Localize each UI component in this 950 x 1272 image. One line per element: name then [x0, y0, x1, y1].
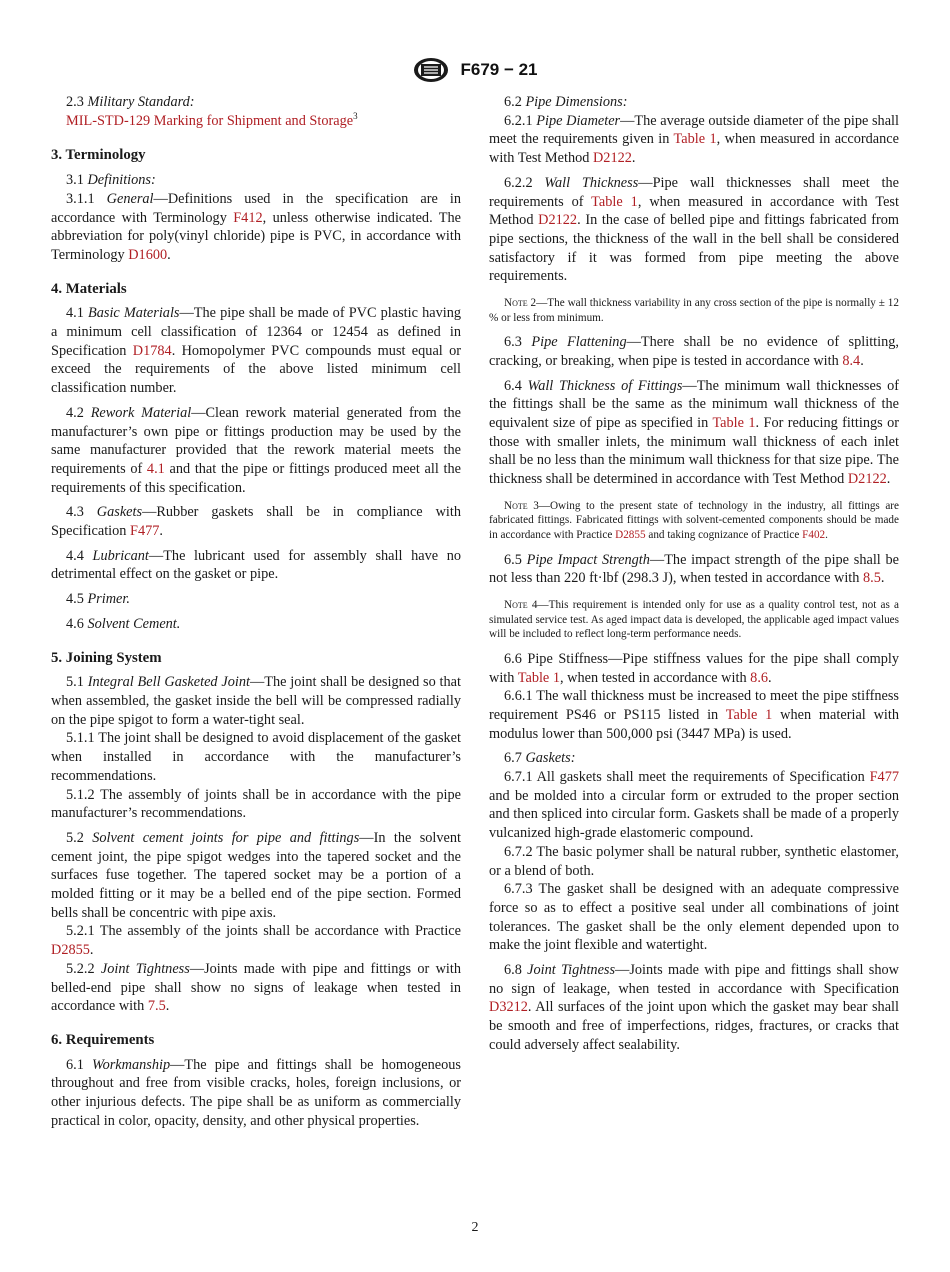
section-4-3: 4.3 Gaskets—Rubber gaskets shall be in compliance with Specification F477.	[51, 504, 461, 540]
ref-8-5[interactable]: 8.5	[863, 570, 881, 587]
section-5-2-1: 5.2.1 The assembly of the joints shall be accordance with Practice D2855.	[51, 923, 461, 959]
section-4-6: 4.6 Solvent Cement.	[66, 615, 181, 632]
section-5-1: 5.1 Integral Bell Gasketed Joint—The joint shall be designed so that when assembled, the gasket inside the bell will be compressed radially on the pipe spigot to form a water-tight seal.	[51, 674, 461, 728]
section-6-2: 6.2 Pipe Dimensions:	[504, 94, 628, 110]
section-5-1-1: 5.1.1 The joint shall be designed to avoid displacement of the gasket when installed in accordance with the manufacturer’s recommendations.	[51, 730, 461, 784]
mil-std-reference: MIL-STD-129 Marking for Shipment and Storage$^3$	[66, 110, 358, 129]
ref-d2122[interactable]: D2122	[592, 150, 632, 167]
section-6-heading: 6. Requirements	[51, 1031, 155, 1048]
ref-table-1[interactable]: Table 1	[591, 193, 638, 210]
ref-d3212[interactable]: D3212	[489, 999, 528, 1016]
section-6-2-1: 6.2.1 Pipe Diameter—The average outside diameter of the pipe shall meet the requirements given in Table 1, when measured in accordance with Test Method D2122.	[489, 112, 899, 167]
section-3-1: 3.1 Definitions:	[66, 172, 156, 189]
note-3: Note 3—Owing to the present state of technology in the industry, all fittings are fabricated fittings. Fabricated fittings with solvent-cemented components should be made in accordance with Practice D2855 and taking cognizance of Practice F402.	[489, 499, 899, 542]
section-4-1: 4.1 Basic Materials—The pipe shall be made of PVC plastic having a minimum cell classification of 12364 or 12454 as defined in Specification D1784. Homopolymer PVC compounds must equal or exceed the requirements of the above listed minimum cell classification number.	[51, 305, 461, 397]
ref-d1600[interactable]: D1600	[128, 246, 168, 263]
section-6-4: 6.4 Wall Thickness of Fittings—The minimum wall thicknesses of the fittings shall be the same as the minimum wall thickness of the equivalent size of pipe as specified in Table 1. For reducing fittings or those with smaller inlets, the minimum wall thickness of each inlet shall be no less than the minimum wall thickness for that size pipe. The thickness shall be determined in accordance with Test Method D2122.	[489, 377, 900, 488]
section-6-6: 6.6 Pipe Stiffness—Pipe stiffness values for the pipe shall comply with Table 1, when tested in accordance with 8.6.	[489, 650, 899, 686]
right-column	[489, 93, 899, 1055]
section-6-8: 6.8 Joint Tightness—Joints made with pipe and fittings shall show no sign of leakage, when tested in accordance with Specification D3212. All surfaces of the joint upon which the gasket may bear shall be smooth and free of imperfections, ridges, fractures, or cracks that could adversely affect sealability.	[489, 962, 899, 1053]
section-6-3: 6.3 Pipe Flattening—There shall be no evidence of splitting, cracking, or breaking, when pipe is tested in accordance with 8.4.	[489, 334, 899, 369]
section-4-4: 4.4 Lubricant—The lubricant used for assembly shall have no detrimental effect on the gasket or pipe.	[51, 547, 461, 583]
section-5-2-2: 5.2.2 Joint Tightness—Joints made with pipe and fittings or with belled-end pipe shall show no signs of leakage when tested in accordance with 7.5.	[51, 960, 461, 1015]
ref-8-6[interactable]: 8.6	[750, 669, 769, 686]
section-6-5: 6.5 Pipe Impact Strength—The impact strength of the pipe shall be not less than 220 ft·lbf (298.3 J), when tested in accordance with 8.5.	[489, 551, 899, 587]
section-2-3: 2.3 Military Standard:	[66, 94, 195, 110]
ref-table-1[interactable]: Table 1	[517, 669, 561, 686]
page-number: 2	[471, 1220, 479, 1235]
section-5-2: 5.2 Solvent cement joints for pipe and fittings—In the solvent cement joint, the pipe spigot wedges into the tapered socket and the surfaces fuse together. The tapered socket may be a portion of a molded fitting or it may be a belled end of the pipe section. Formed bells shall be concentric with pipe axis.	[51, 829, 461, 921]
section-6-6-1: 6.6.1 The wall thickness must be increased to meet the pipe stiffness requirement PS46 or PS115 listed in Table 1 when material with modulus lower than 500,000 psi (3447 MPa) is used.	[489, 688, 900, 742]
ref-table-1[interactable]: Table 1	[673, 131, 717, 148]
ref-f477[interactable]: F477	[869, 769, 899, 786]
note-4: Note 4—This requirement is intended only for use as a quality control test, not as a simulated service test. As aged impact data is developed, the applicable aged impact values will be included to reflect long-term performance needs.	[489, 599, 899, 641]
ref-d1784[interactable]: D1784	[132, 342, 172, 359]
ref-d2855[interactable]: D2855	[51, 942, 90, 959]
section-4-heading: 4. Materials	[51, 280, 127, 297]
section-6-7-1: 6.7.1 All gaskets shall meet the requirements of Specification F477 and be molded into a circular form or extruded to the proper section and then spliced into circular form. Gaskets shall be made of a properly vulcanized high-grade elastomeric compound.	[489, 769, 899, 842]
ref-d2122[interactable]: D2122	[538, 212, 578, 229]
left-column	[51, 93, 461, 1130]
section-6-2-2: 6.2.2 Wall Thickness—Pipe wall thicknesses shall meet the requirements of Table 1, when measured in accordance with Test Method D2122. In the case of belled pipe and fittings fabricated from pipe sections, the thickness of the wall in the bell shall be considered satisfactory if it was formed from pipe meeting the above requirements.	[489, 174, 900, 285]
section-6-7: 6.7 Gaskets:	[504, 750, 576, 767]
document-id: F679 − 21	[460, 60, 538, 79]
section-3-1-1: 3.1.1 General—Definitions used in the specification are in accordance with Terminology F412, unless otherwise indicated. The abbreviation for poly(vinyl chloride) pipe is PVC, in accordance with Terminology D1600.	[51, 190, 462, 263]
astm-logo-icon	[412, 57, 450, 83]
mil-std-link[interactable]: MIL-STD-129	[66, 112, 151, 129]
ref-4-1[interactable]: 4.1	[146, 460, 165, 477]
ref-table-1[interactable]: Table 1	[725, 706, 773, 723]
section-5-heading: 5. Joining System	[51, 649, 162, 666]
section-4-5: 4.5 Primer.	[66, 591, 130, 608]
section-4-2: 4.2 Rework Material—Clean rework material generated from the manufacturer’s own pipe or fittings production may be used by the same manufacturer provided that the rework material meets the requirements of 4.1 and that the pipe or fittings produced meet all the requirements of this specification.	[51, 404, 461, 496]
ref-d2122[interactable]: D2122	[847, 471, 887, 488]
ref-table-1[interactable]: Table 1	[712, 415, 756, 432]
ref-f402[interactable]: F402	[802, 529, 826, 542]
ref-8-4[interactable]: 8.4	[842, 352, 861, 369]
page-header	[0, 57, 950, 83]
section-6-7-3: 6.7.3 The gasket shall be designed with an adequate compressive force so as to effect a positive seal under all combinations of joint tolerances. The gasket shall be the only element depended upon to make the joint flexible and watertight.	[489, 881, 899, 954]
section-6-1: 6.1 Workmanship—The pipe and fittings shall be homogeneous throughout and free from visible cracks, holes, foreign inclusions, or other injurious defects. The pipe shall be as uniform as commercially practical in color, opacity, density, and other physical properties.	[51, 1056, 461, 1129]
section-3-heading: 3. Terminology	[51, 147, 146, 164]
section-6-7-2: 6.7.2 The basic polymer shall be natural rubber, synthetic elastomer, or a blend of both.	[489, 843, 899, 879]
ref-d2855[interactable]: D2855	[615, 529, 646, 542]
section-5-1-2: 5.1.2 The assembly of joints shall be in accordance with the pipe manufacturer’s recommendations.	[51, 786, 461, 822]
ref-f412[interactable]: F412	[233, 209, 263, 226]
ref-f477[interactable]: F477	[130, 523, 160, 540]
ref-7-5[interactable]: 7.5	[147, 998, 166, 1015]
note-2: Note 2—The wall thickness variability in any cross section of the pipe is normally ± 12 % or less from minimum.	[489, 297, 899, 324]
